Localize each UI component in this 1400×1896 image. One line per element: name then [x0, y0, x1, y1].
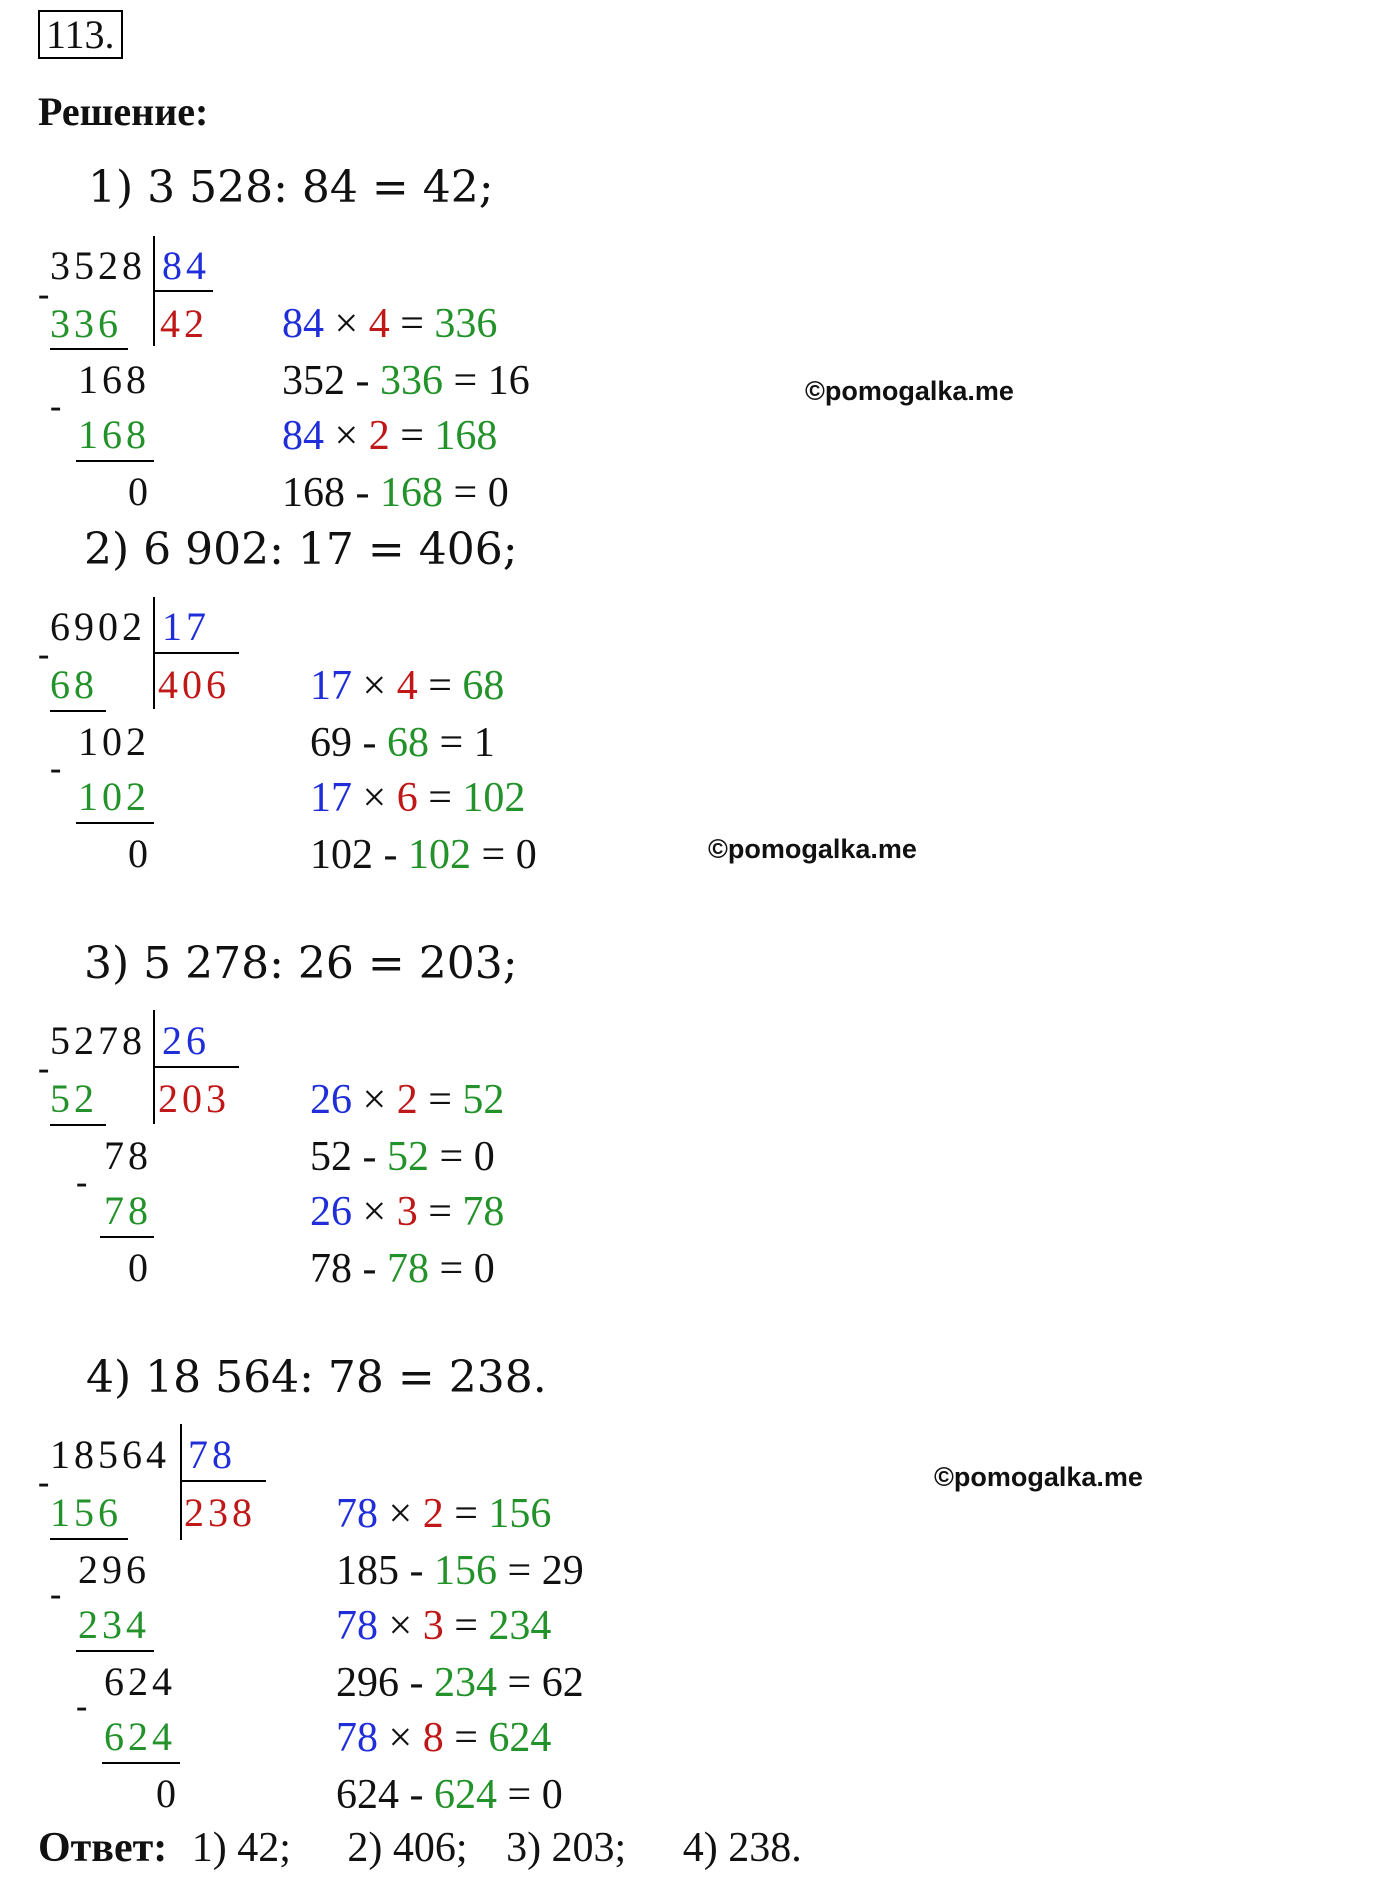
p1-step-1: 336 [50, 301, 122, 346]
p2-minus-1: - [38, 636, 50, 673]
p1-division-bar-horizontal [155, 290, 213, 292]
p4-dividend: 18564 [50, 1432, 170, 1477]
p2-division-bar-horizontal [155, 652, 239, 654]
problem-2-statement: 2) 6 902: 17 = 406; [84, 524, 518, 575]
p2-divisor: 17 [162, 604, 210, 649]
p1-minus-2: - [50, 388, 62, 425]
p4-divisor: 78 [188, 1432, 236, 1477]
p4-step-2: 296 [78, 1547, 150, 1592]
p2-quotient: 406 [158, 662, 230, 707]
p3-step-3: 78 [104, 1188, 152, 1233]
p3-dividend: 5278 [50, 1018, 146, 1063]
p2-step-4: 0 [128, 831, 152, 876]
p4-calc-1: 78 × 2 = 156 [336, 1491, 552, 1537]
p3-step-2: 78 [104, 1133, 152, 1178]
p4-quotient: 238 [184, 1490, 256, 1535]
p2-step-2: 102 [78, 719, 150, 764]
p2-calc-3: 17 × 6 = 102 [310, 775, 526, 821]
p4-calc-6: 624 - 624 = 0 [336, 1772, 563, 1818]
p3-underline-1 [50, 1124, 106, 1126]
p3-divisor: 26 [162, 1018, 210, 1063]
answer-item-4: 4) 238. [682, 1825, 802, 1871]
p4-underline-3 [102, 1762, 180, 1764]
p2-dividend: 6902 [50, 604, 146, 649]
p4-minus-3: - [76, 1688, 88, 1725]
p1-step-2: 168 [78, 357, 150, 402]
p1-step-3: 168 [78, 412, 150, 457]
p1-calc-4: 168 - 168 = 0 [282, 470, 509, 516]
p3-calc-2: 52 - 52 = 0 [310, 1134, 495, 1180]
p1-calc-2: 352 - 336 = 16 [282, 358, 530, 404]
watermark-1: ©pomogalka.me [805, 376, 1014, 406]
p1-step-4: 0 [128, 469, 152, 514]
p4-calc-3: 78 × 3 = 234 [336, 1603, 552, 1649]
p2-calc-1: 17 × 4 = 68 [310, 663, 505, 709]
p1-divisor: 84 [162, 243, 210, 288]
p3-quotient: 203 [158, 1076, 230, 1121]
solution-heading: Решение: [38, 89, 209, 134]
p2-step-1: 68 [50, 662, 98, 707]
p4-underline-1 [50, 1538, 128, 1540]
p3-calc-4: 78 - 78 = 0 [310, 1246, 495, 1292]
answer-label: Ответ: [38, 1825, 168, 1871]
p4-step-3: 234 [78, 1602, 150, 1647]
watermark-2: ©pomogalka.me [708, 834, 917, 864]
p4-division-bar-horizontal [182, 1480, 266, 1482]
p2-step-3: 102 [78, 774, 150, 819]
p4-minus-2: - [50, 1576, 62, 1613]
answer-item-1: 1) 42; [191, 1825, 291, 1871]
watermark-3: ©pomogalka.me [934, 1462, 1143, 1492]
answer-item-3: 3) 203; [506, 1825, 627, 1871]
p1-calc-1: 84 × 4 = 336 [282, 301, 498, 347]
p3-minus-2: - [76, 1164, 88, 1201]
p4-calc-4: 296 - 234 = 62 [336, 1660, 584, 1706]
p2-calc-4: 102 - 102 = 0 [310, 832, 537, 878]
p2-minus-2: - [50, 750, 62, 787]
p4-calc-2: 185 - 156 = 29 [336, 1548, 584, 1594]
p4-division-bar-vertical [180, 1424, 182, 1540]
task-number: 113. [38, 10, 123, 59]
p3-underline-2 [100, 1236, 154, 1238]
answer-item-2: 2) 406; [347, 1825, 468, 1871]
p2-calc-2: 69 - 68 = 1 [310, 720, 495, 766]
p4-step-6: 0 [156, 1771, 180, 1816]
problem-1-statement: 1) 3 528: 84 = 42; [88, 162, 494, 213]
p1-minus-1: - [38, 276, 50, 313]
p4-calc-5: 78 × 8 = 624 [336, 1715, 552, 1761]
problem-3-statement: 3) 5 278: 26 = 203; [84, 938, 518, 989]
p1-dividend: 3528 [50, 243, 146, 288]
p3-calc-3: 26 × 3 = 78 [310, 1189, 505, 1235]
p2-underline-1 [50, 710, 106, 712]
p3-step-1: 52 [50, 1076, 98, 1121]
p4-step-5: 624 [104, 1714, 176, 1759]
p1-underline-2 [76, 460, 154, 462]
p2-underline-2 [76, 822, 154, 824]
answer-line [38, 1827, 802, 1869]
p1-calc-3: 84 × 2 = 168 [282, 413, 498, 459]
p4-step-1: 156 [50, 1490, 122, 1535]
p4-minus-1: - [38, 1464, 50, 1501]
p3-minus-1: - [38, 1050, 50, 1087]
problem-4-statement: 4) 18 564: 78 = 238. [86, 1352, 547, 1403]
p3-step-4: 0 [128, 1245, 152, 1290]
p3-calc-1: 26 × 2 = 52 [310, 1077, 505, 1123]
p1-underline-1 [50, 348, 128, 350]
p4-step-4: 624 [104, 1659, 176, 1704]
p1-quotient: 42 [160, 301, 208, 346]
p3-division-bar-horizontal [155, 1066, 239, 1068]
p4-underline-2 [76, 1650, 154, 1652]
